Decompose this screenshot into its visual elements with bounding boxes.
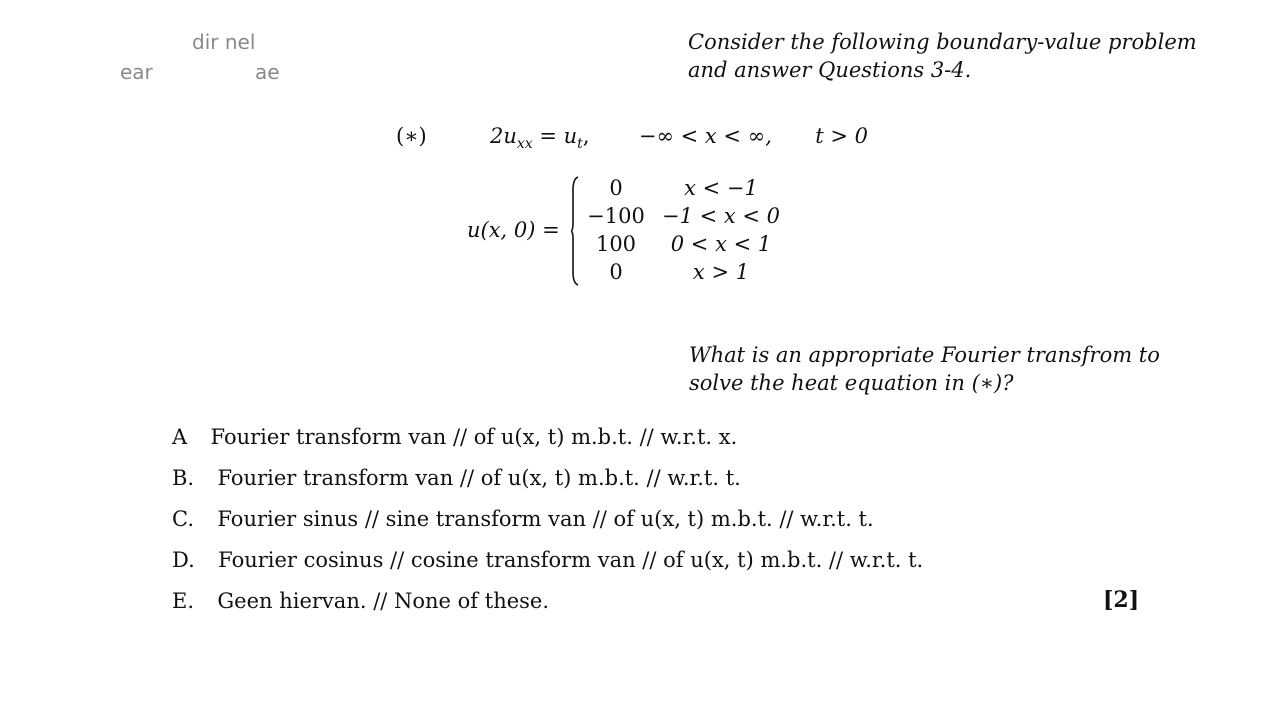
- pde-mid: = u: [532, 124, 578, 148]
- option-d-letter: D.: [172, 548, 195, 572]
- piece-condition-1: x < −1: [684, 176, 758, 200]
- option-a[interactable]: [172, 425, 737, 449]
- pde-domain: −∞ < x < ∞,: [638, 124, 772, 148]
- piece-value-3: 100: [595, 232, 637, 256]
- initial-condition-lhs: u(x, 0) =: [467, 218, 560, 242]
- pde-sub-xx: xx: [516, 136, 533, 153]
- pde-lhs: 2u: [490, 124, 517, 148]
- option-e-text: Geen hiervan. // None of these.: [217, 589, 550, 613]
- option-e[interactable]: [172, 589, 549, 613]
- piece-condition-2: −1 < x < 0: [661, 204, 781, 228]
- option-b-text: Fourier transform van // of u(x, t) m.b.t. // w.r.t. t.: [217, 466, 741, 490]
- option-a-text: Fourier transform van // of u(x, t) m.b.t. // w.r.t. x.: [210, 425, 738, 449]
- question-line-2: solve the heat equation in (∗)?: [689, 371, 1014, 395]
- header-fragment-2: ear: [120, 60, 153, 84]
- piece-value-2: −100: [587, 204, 645, 228]
- option-b-letter: B.: [172, 466, 195, 490]
- heat-equation: [490, 124, 868, 152]
- piece-value-1: 0: [609, 176, 623, 200]
- option-e-letter: E.: [172, 589, 195, 613]
- intro-line-2: and answer Questions 3-4.: [688, 58, 972, 82]
- question-line-1: What is an appropriate Fourier transfrom to: [689, 343, 1160, 367]
- question-text: [689, 341, 1160, 397]
- option-b[interactable]: [172, 466, 741, 490]
- header-fragment-1: dir nel: [192, 30, 256, 54]
- pde-sub-t: t: [577, 136, 583, 153]
- piece-condition-3: 0 < x < 1: [670, 232, 772, 256]
- option-d[interactable]: [172, 548, 923, 572]
- piece-condition-4: x > 1: [692, 260, 750, 284]
- equation-label: (∗): [396, 124, 427, 148]
- marks-label: [2]: [1103, 587, 1140, 613]
- option-c-letter: C.: [172, 507, 194, 531]
- option-c[interactable]: [172, 507, 874, 531]
- pde-time: t > 0: [815, 124, 868, 148]
- option-d-text: Fourier cosinus // cosine transform van // of u(x, t) m.b.t. // w.r.t. t.: [218, 548, 924, 572]
- option-a-letter: A: [172, 425, 188, 449]
- piecewise-brace: [571, 176, 579, 286]
- piece-value-4: 0: [609, 260, 623, 284]
- pde-end: ,: [582, 124, 590, 148]
- intro-line-1: Consider the following boundary-value problem: [688, 30, 1197, 54]
- intro-text: [688, 28, 1197, 84]
- option-c-text: Fourier sinus // sine transform van // of u(x, t) m.b.t. // w.r.t. t.: [217, 507, 874, 531]
- header-fragment-3: ae: [255, 60, 280, 84]
